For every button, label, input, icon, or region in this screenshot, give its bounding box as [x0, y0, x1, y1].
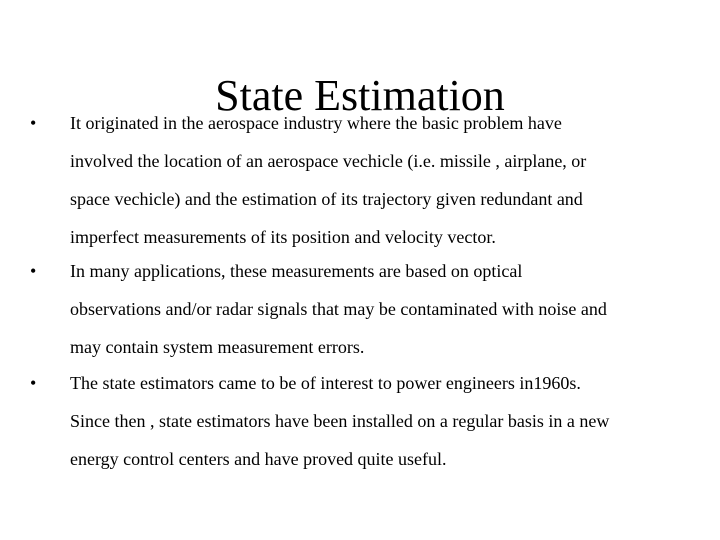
bullet-line: imperfect measurements of its position and velocity vector.: [70, 227, 496, 247]
bullet-line: observations and/or radar signals that may be contaminated with noise and: [70, 299, 607, 319]
bullet-text: [70, 104, 710, 256]
bullet-line: Since then , state estimators have been installed on a regular basis in a new: [70, 411, 610, 431]
bullet-line: involved the location of an aerospace vechicle (i.e. missile , airplane, or: [70, 151, 587, 171]
bullet-line: may contain system measurement errors.: [70, 337, 365, 357]
bullet-line: It originated in the aerospace industry where the basic problem have: [70, 113, 562, 133]
bullet-marker: •: [30, 373, 37, 393]
bullet-text: [70, 252, 710, 366]
bullet-line: In many applications, these measurements are based on optical: [70, 261, 523, 281]
bullet-marker: •: [30, 261, 37, 281]
bullet-marker: •: [30, 113, 37, 133]
bullet-text: [70, 364, 710, 478]
slide-title: State Estimation: [215, 71, 505, 120]
bullet-line: space vechicle) and the estimation of its trajectory given redundant and: [70, 189, 583, 209]
bullet-line: energy control centers and have proved quite useful.: [70, 449, 447, 469]
bullet-line: The state estimators came to be of interest to power engineers in1960s.: [70, 373, 581, 393]
